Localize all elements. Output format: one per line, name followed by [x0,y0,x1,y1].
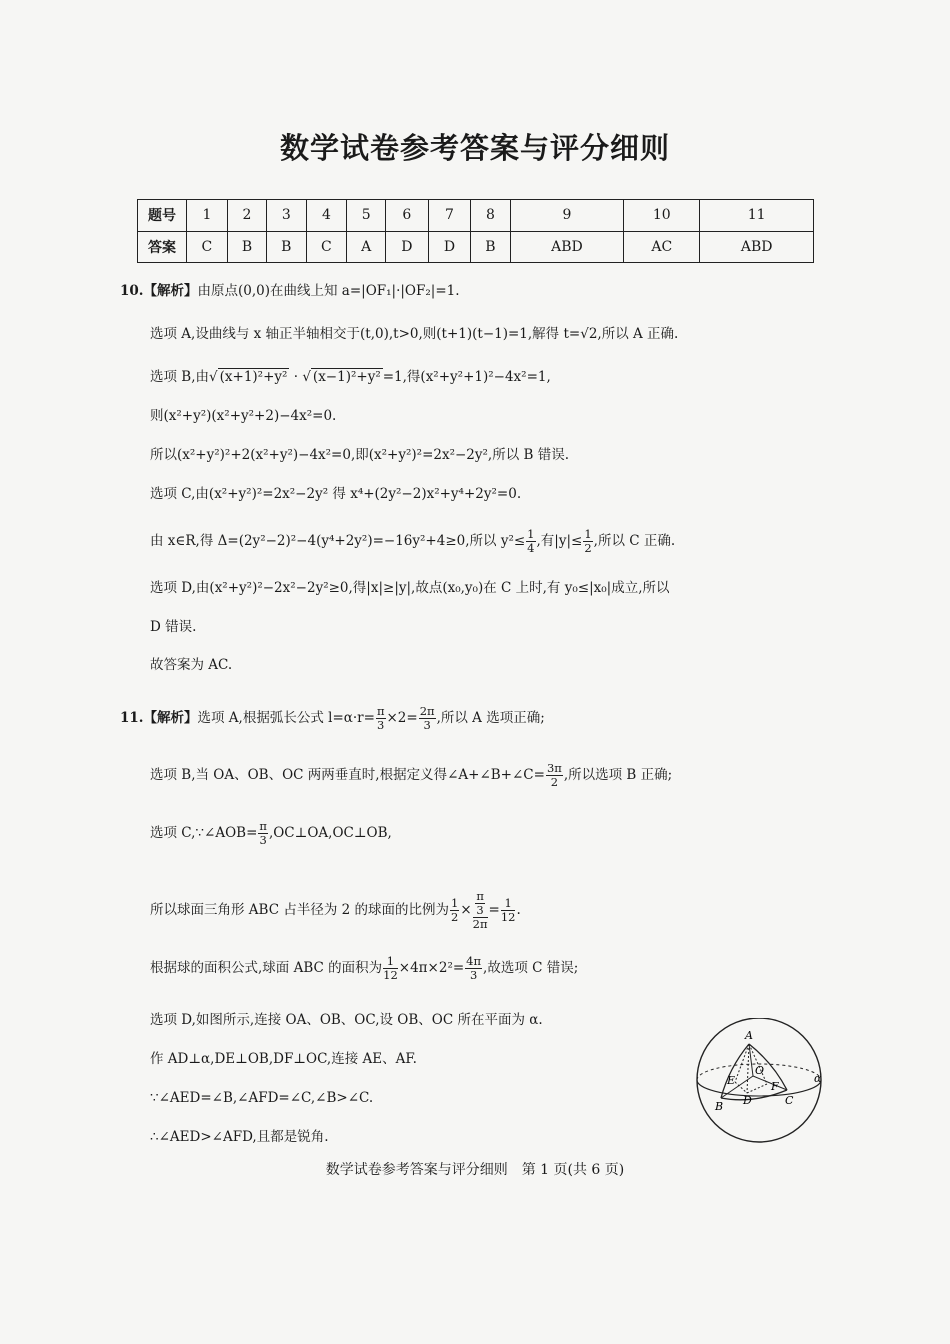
q10-line-1 [120,282,460,300]
answer-cell: C [306,231,347,263]
fraction [383,955,398,982]
fraction [501,897,516,924]
fraction [450,897,459,924]
q11-text: . [516,902,521,918]
fraction [258,820,268,847]
fraction-denominator: 2π [472,917,488,931]
fraction-numerator: π [476,889,484,903]
label-C: C [785,1094,794,1107]
q10-line-5: 所以(x²+y²)²+2(x²+y²)−4x²=0,即(x²+y²)²=2x²−2y²,所以 B 错误. [150,447,570,463]
question-number: 2 [227,200,266,232]
fraction-denominator: 3 [476,903,484,917]
answer-cell: ABD [510,231,624,263]
fraction [526,528,535,555]
q11-text: 根据球的面积公式,球面 ABC 的面积为 [150,960,383,976]
q11-line-8: ∵∠AED=∠B,∠AFD=∠C,∠B>∠C. [150,1090,374,1106]
question-number: 6 [386,200,429,232]
question-number: 9 [510,200,624,232]
question-number: 5 [347,200,386,232]
fraction-numerator: 1 [501,897,516,911]
fraction-denominator: 2 [550,775,559,789]
q11-line-7: 作 AD⊥α,DE⊥OB,DF⊥OC,连接 AE、AF. [150,1051,417,1067]
fraction-numerator: 4π [466,954,482,968]
q10-text: 由 x∈R,得 Δ=(2y²−2)²−4(y⁴+2y²)=−16y²+4≥0,所以 y²≤ [150,533,526,549]
question-number: 8 [471,200,510,232]
answer-cell: C [187,231,228,263]
q10-text: · [289,369,303,385]
q11-label: 11.【解析】 [120,710,198,726]
fraction [475,890,485,917]
q10-line-4: 则(x²+y²)(x²+y²+2)−4x²=0. [150,408,337,424]
fraction-numerator: 2π [419,704,435,718]
q10-label: 10.【解析】 [120,283,198,299]
label-F: F [771,1080,779,1093]
fraction-numerator: 3π [546,761,562,775]
fraction [546,762,563,789]
q11-text: 选项 C,∵∠AOB= [150,825,258,841]
q11-text: ×4π×2²= [398,960,465,976]
label-O: O [755,1064,765,1077]
q10-line-10: 故答案为 AC. [150,657,233,673]
question-number: 7 [428,200,471,232]
q10-line-9: D 错误. [150,619,197,635]
q10-line-6: 选项 C,由(x²+y²)²=2x²−2y² 得 x⁴+(2y²−2)x²+y⁴+2y²=0. [150,486,522,502]
sqrt-term: (x−1)²+y² [312,369,381,385]
fraction-numerator: π [376,704,385,718]
q11-text: × [460,902,472,918]
fraction-denominator: 2 [584,541,592,555]
arc-AB [721,1044,749,1098]
label-A: A [745,1029,753,1042]
q11-text: 所以球面三角形 ABC 占半径为 2 的球面的比例为 [150,902,450,918]
q11-text: = [488,902,500,918]
q10-text: 选项 B,由 [150,369,210,385]
fraction-numerator: 1 [527,527,535,541]
question-number: 4 [306,200,347,232]
sphere-figure [683,1018,835,1148]
page-title: 数学试卷参考答案与评分细则 [279,131,670,165]
compound-fraction [473,890,488,931]
fraction-denominator: 3 [377,718,385,732]
fraction-denominator: 3 [423,718,431,732]
q10-line-7 [150,528,675,555]
answer-cell: D [428,231,471,263]
q11-line-4 [150,890,521,931]
fraction [583,528,592,555]
sqrt-term: (x+1)²+y² [219,369,288,385]
q10-text: ,所以 C 正确. [593,533,676,549]
answer-table [137,199,814,263]
q11-text: 选项 A,根据弧长公式 l=α·r= [197,710,375,726]
fraction-numerator [473,890,488,918]
q10-line-2: 选项 A,设曲线与 x 轴正半轴相交于(t,0),t>0,则(t+1)(t−1)=1,解得 t=√2,所以 A 正确. [150,326,679,342]
fraction [465,955,482,982]
q11-line-5 [150,955,578,982]
q11-text: ,所以 A 选项正确; [436,710,545,726]
fraction-denominator: 3 [469,968,478,982]
label-D: D [743,1094,752,1107]
q11-text: ×2= [386,710,418,726]
label-E: E [727,1074,736,1087]
q11-line-1 [120,705,545,732]
q10-text: ,有|y|≤ [536,533,583,549]
answer-cell: A [347,231,386,263]
fraction-numerator: π [259,819,267,833]
row-label-answer: 答案 [138,231,187,263]
question-number: 11 [700,200,814,232]
sphere-outline [697,1018,821,1142]
segment-DF [747,1084,767,1093]
question-number: 10 [624,200,700,232]
segment-AE [735,1044,749,1082]
fraction-denominator: 12 [383,968,398,982]
q11-line-3 [150,820,392,847]
label-B: B [715,1100,724,1113]
q10-line-3: 选项 B,由√ (x+1)²+y² · √ (x−1)²+y² =1,得(x²+y²+1)²−4x²=1, [150,369,551,385]
answer-cell: B [471,231,510,263]
q11-line-9: ∴∠AED>∠AFD,且都是锐角. [150,1129,329,1145]
fraction-denominator: 12 [500,910,516,924]
page-footer: 数学试卷参考答案与评分细则 第 1 页(共 6 页) [325,1162,625,1178]
fraction-numerator: 1 [383,955,398,969]
fraction-denominator: 4 [527,541,535,555]
question-number: 1 [187,200,228,232]
answer-cell: AC [624,231,700,263]
q11-text: ,OC⊥OA,OC⊥OB, [268,825,392,841]
row-label-number: 题号 [138,200,187,232]
segment-AD [747,1044,749,1093]
answer-cell: D [386,231,429,263]
answer-table-number-row [138,200,814,232]
fraction [419,705,436,732]
fraction-numerator: 1 [584,527,592,541]
fraction-denominator: 2 [451,910,459,924]
answer-cell: B [267,231,306,263]
question-number: 3 [267,200,306,232]
label-alpha: α [814,1072,822,1085]
q10-text: 由原点(0,0)在曲线上知 a=|OF₁|·|OF₂|=1. [197,283,460,299]
q11-text: 选项 B,当 OA、OB、OC 两两垂直时,根据定义得∠A+∠B+∠C= [150,767,545,783]
q11-line-2 [150,762,672,789]
fraction-denominator: 3 [259,833,267,847]
q11-text: ,故选项 C 错误; [483,960,579,976]
fraction-numerator: 1 [451,896,459,910]
q11-text: ,所以选项 B 正确; [563,767,673,783]
q10-text: =1,得(x²+y²+1)²−4x²=1, [382,369,551,385]
answer-cell: ABD [700,231,814,263]
answer-table-answer-row [138,231,814,263]
q10-line-8: 选项 D,由(x²+y²)²−2x²−2y²≥0,得|x|≥|y|,故点(x₀,y₀)在 C 上时,有 y₀≤|x₀|成立,所以 [150,580,670,596]
fraction [376,705,386,732]
answer-cell: B [227,231,266,263]
q11-line-6: 选项 D,如图所示,连接 OA、OB、OC,设 OB、OC 所在平面为 α. [150,1012,543,1028]
